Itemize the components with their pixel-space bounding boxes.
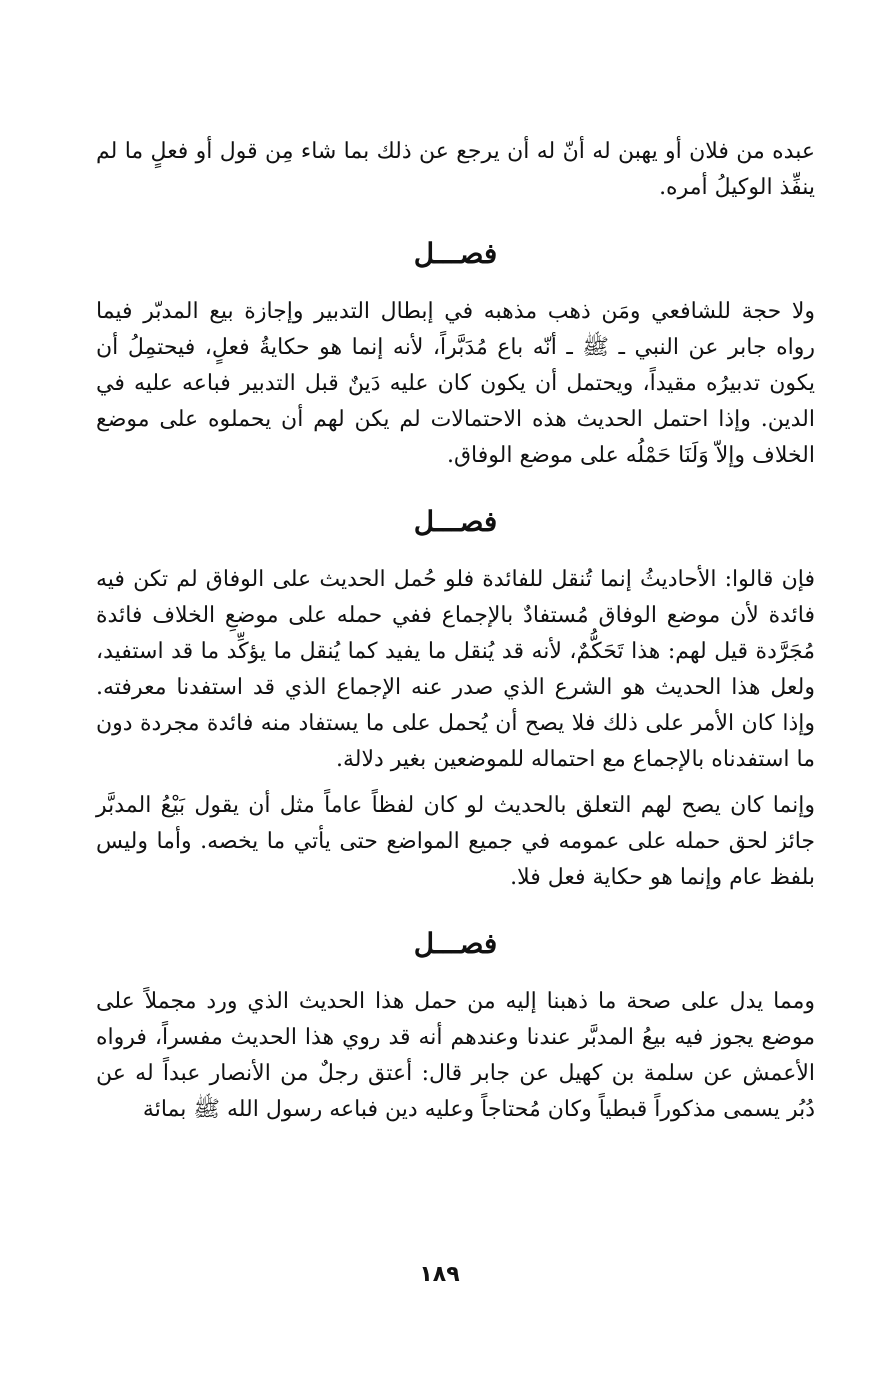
page-number: ١٨٩ [419,1262,460,1287]
paragraph-continuation: عبده من فلان أو يهبن له أنّ له أن يرجع عن ذلك بما شاء مِن قول أو فعلٍ ما لم ينفِّذ الوكيلُ أمره. [96,139,815,200]
section-heading-2: فصـــل [413,505,498,538]
paragraph-shafii-argument: ولا حجة للشافعي ومَن ذهب مذهبه في إبطال التدبير وإجازة بيع المدبّر فيما رواه جابر عن النبي ـ ﷺ ـ أنّه باع مُدَبَّراً، لأنه إنما هو حكايةُ فعلٍ، فيحتمِلُ أن يكون تدبيرُه مقيداً، ويحتمل أن يكون كان عليه دَينٌ قبل التدبير فباعه عليه في الدين. وإذا احتمل الحديث هذه الاحتمالات لم يكن لهم أن يحملوه على موضع الخلاف وإلاّ وَلَنَا حَمْلُه على موضع الوفاق. [96,299,815,468]
section-heading-3: فصـــل [413,927,498,960]
section-heading-1: فصـــل [413,237,498,270]
paragraph-general-wording: وإنما كان يصح لهم التعلق بالحديث لو كان لفظاً عاماً مثل أن يقول بَيْعُ المدبَّر جائز لحق حمله على عمومه في جميع المواضع حتى يأتي ما يخصه. وأما وليس بلفظ عام وإنما هو حكاية فعل فلا. [96,793,815,890]
paragraph-objection-reply: فإن قالوا: الأحاديثُ إنما تُنقل للفائدة فلو حُمل الحديث على الوفاق لم تكن فيه فائدة لأن موضع الوفاق مُستفادٌ بالإجماع ففي حمله على موضعِ الخلاف فائدة مُجَرَّدة قيل لهم: هذا تَحَكُّمٌ، لأنه قد يُنقل ما يفيد كما يُنقل ما يؤكِّد ما قد استفيد، ولعل هذا الحديث هو الشرع الذي صدر عنه الإجماع الذي قد استفدنا معرفته. وإذا كان الأمر على ذلك فلا يصح أن يُحمل على ما يستفاد منه فائدة مجردة دون ما استفدناه بالإجماع مع احتماله للموضعين بغير دلالة. [96,567,815,772]
paragraph-narration: ومما يدل على صحة ما ذهبنا إليه من حمل هذا الحديث الذي ورد مجملاً على موضع يجوز فيه بيعُ المدبَّر عندنا وعندهم أنه قد روي هذا الحديث مفسراً، فرواه الأعمش عن سلمة بن كهيل عن جابر قال: أعتق رجلٌ من الأنصار عبداً له عن دُبُر يسمى مذكوراً قبطياً وكان مُحتاجاً وعليه دين فباعه رسول الله ﷺ بمائة [96,989,815,1122]
